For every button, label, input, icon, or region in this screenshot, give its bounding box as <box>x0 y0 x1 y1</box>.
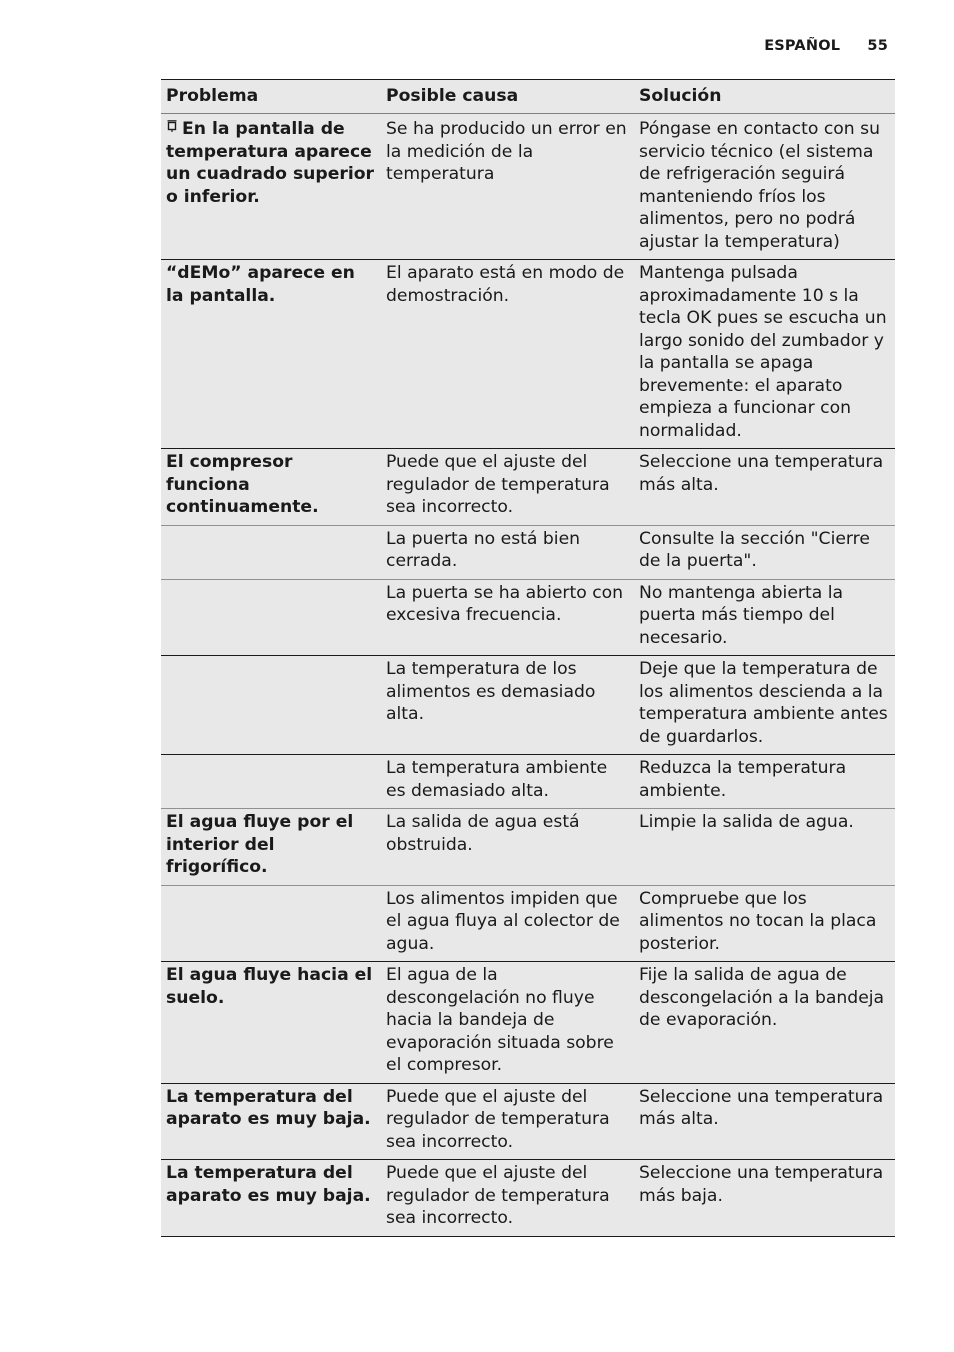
cause-cell: La salida de agua está obstruida. <box>379 809 632 886</box>
header-cause: Posible causa <box>379 80 632 114</box>
cause-cell: Se ha producido un error en la medición de la temperatura <box>379 114 632 260</box>
page-number: 55 <box>867 38 888 54</box>
solution-cell: Consulte la sección "Cierre de la puerta". <box>632 525 895 579</box>
cause-cell: La puerta no está bien cerrada. <box>379 525 632 579</box>
table-row <box>161 755 895 809</box>
problem-cell: La temperatura del aparato es muy baja. <box>161 1083 379 1160</box>
solution-cell: Seleccione una temperatura más alta. <box>632 449 895 526</box>
problem-cell: El agua fluye hacia el suelo. <box>161 962 379 1084</box>
solution-cell: No mantenga abierta la puerta más tiempo del necesario. <box>632 579 895 656</box>
solution-cell: Compruebe que los alimentos no tocan la placa posterior. <box>632 885 895 962</box>
cause-cell: La temperatura de los alimentos es demasiado alta. <box>379 656 632 755</box>
table-row <box>161 1083 895 1160</box>
cause-cell: La temperatura ambiente es demasiado alta. <box>379 755 632 809</box>
solution-cell: Deje que la temperatura de los alimentos descienda a la temperatura ambiente antes de guardarlos. <box>632 656 895 755</box>
problem-text: En la pantalla de temperatura aparece un cuadrado superior o inferior. <box>166 119 375 207</box>
problem-cell: “dEMo” aparece en la pantalla. <box>161 260 379 449</box>
table-row <box>161 525 895 579</box>
cause-cell: Puede que el ajuste del regulador de temperatura sea incorrecto. <box>379 449 632 526</box>
problem-cell <box>161 885 379 962</box>
table-row <box>161 1160 895 1237</box>
problem-cell: El compresor funciona continuamente. <box>161 449 379 526</box>
table-row <box>161 656 895 755</box>
table-row <box>161 579 895 656</box>
table-row <box>161 809 895 886</box>
problem-cell <box>161 579 379 656</box>
solution-cell: Limpie la salida de agua. <box>632 809 895 886</box>
cause-cell: El aparato está en modo de demostración. <box>379 260 632 449</box>
table-row <box>161 962 895 1084</box>
header-problem: Problema <box>161 80 379 114</box>
troubleshooting-table <box>161 79 895 1237</box>
table-row <box>161 885 895 962</box>
cause-cell: Puede que el ajuste del regulador de temperatura sea incorrecto. <box>379 1160 632 1237</box>
problem-cell <box>161 656 379 755</box>
solution-cell: Mantenga pulsada aproximadamente 10 s la tecla OK pues se escucha un largo sonido del zumbador y la pantalla se apaga brevemente: el aparato empieza a funcionar con normalidad. <box>632 260 895 449</box>
solution-cell: Fije la salida de agua de descongelación a la bandeja de evaporación. <box>632 962 895 1084</box>
problem-cell <box>161 114 379 260</box>
cause-cell: Los alimentos impiden que el agua fluya al colector de agua. <box>379 885 632 962</box>
solution-cell: Seleccione una temperatura más alta. <box>632 1083 895 1160</box>
header-solution: Solución <box>632 80 895 114</box>
problem-cell <box>161 525 379 579</box>
problem-cell: La temperatura del aparato es muy baja. <box>161 1160 379 1237</box>
solution-cell: Reduzca la temperatura ambiente. <box>632 755 895 809</box>
cause-cell: La puerta se ha abierto con excesiva frecuencia. <box>379 579 632 656</box>
table-row <box>161 260 895 449</box>
problem-cell: El agua fluye por el interior del frigorífico. <box>161 809 379 886</box>
page-header <box>764 38 888 54</box>
table-header-row <box>161 80 895 114</box>
solution-cell: Seleccione una temperatura más baja. <box>632 1160 895 1237</box>
display-square-icon <box>166 116 178 128</box>
table-row <box>161 114 895 260</box>
page-language: ESPAÑOL <box>764 38 841 54</box>
solution-cell: Póngase en contacto con su servicio técnico (el sistema de refrigeración seguirá manteniendo fríos los alimentos, pero no podrá ajustar la temperatura) <box>632 114 895 260</box>
problem-cell <box>161 755 379 809</box>
table-row <box>161 449 895 526</box>
cause-cell: Puede que el ajuste del regulador de temperatura sea incorrecto. <box>379 1083 632 1160</box>
cause-cell: El agua de la descongelación no fluye hacia la bandeja de evaporación situada sobre el compresor. <box>379 962 632 1084</box>
